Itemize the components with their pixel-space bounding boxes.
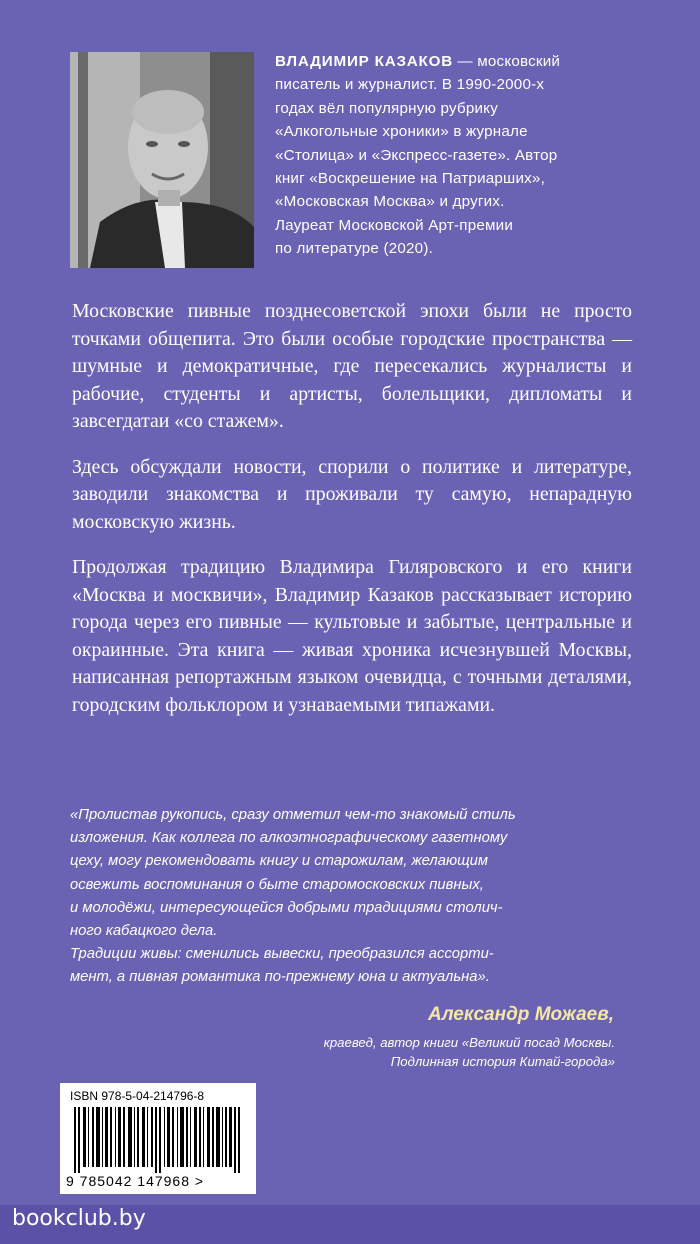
author-portrait-illustration: [70, 52, 254, 268]
isbn-number: ISBN 978-5-04-214796-8: [70, 1089, 205, 1103]
bio-line: «Алкогольные хроники» в журнале: [275, 123, 528, 141]
description-paragraph-2: Здесь обсуждали новости, спорили о политике и литературе, заводили знакомства и проживали ту самую, непарадную московскую жизнь.: [72, 455, 632, 533]
quote-line: Традиции живы: сменились вывески, преобразился ассорти-: [70, 946, 494, 963]
description-paragraph-1: Московские пивные позднесоветской эпохи были не просто точками общепита. Это были особые городские пространства — шумные и демократичные, где пересекались журналисты и рабочие, студенты и артисты, болельщики, дипломаты и завсегдатаи «со стажем».: [72, 300, 632, 432]
isbn-barcode: [60, 1083, 256, 1194]
watermark: bookclub.by: [12, 1206, 146, 1231]
quote-line: освежить воспоминания о быте старомосковских пивных,: [70, 876, 484, 893]
barcode-digits: 9 785042 147968 >: [66, 1173, 205, 1189]
author-photo: [70, 52, 254, 268]
bio-line: книг «Воскрешение на Патриарших»,: [275, 170, 545, 188]
author-bio: [275, 50, 625, 261]
quote-line: цеху, могу рекомендовать книгу и старожилам, желающим: [70, 853, 489, 870]
quote-author-caption: [195, 1033, 615, 1071]
book-description: [72, 298, 632, 737]
quote-line: изложения. Как коллега по алкоэтнографическому газетному: [70, 830, 508, 847]
bio-line: по литературе (2020).: [275, 240, 434, 258]
bio-line: Лауреат Московской Арт-премии: [275, 216, 514, 234]
quote-line: мент, а пивная романтика по-прежнему юна и актуальна».: [70, 969, 490, 986]
author-name: ВЛАДИМИР КАЗАКОВ: [275, 53, 454, 70]
quote-line: ного кабацкого дела.: [70, 923, 218, 940]
bio-line: — московский: [453, 53, 561, 70]
quote-line: и молодёжи, интересующейся добрыми традициями столич-: [70, 899, 503, 916]
bio-line: писатель и журналист. В 1990-2000-х: [275, 76, 545, 94]
barcode-bars: [74, 1107, 242, 1173]
quote-line: «Пролистав рукопись, сразу отметил чем-то знакомый стиль: [70, 807, 516, 823]
review-quote: [70, 804, 635, 990]
bio-line: годах вёл популярную рубрику: [275, 99, 498, 117]
quote-author: Александр Можаев,: [427, 1004, 614, 1025]
bio-line: «Столица» и «Экспресс-газете». Автор: [275, 146, 558, 164]
bio-line: «Московская Москва» и других.: [275, 193, 505, 211]
description-paragraph-3: Продолжая традицию Владимира Гиляровского и его книги «Москва и москвичи», Владимир Казаков рассказывает историю города через его пивные — культовые и забытые, центральные и окраинные. Эта книга — живая хроника исчезнувшей Москвы, написанная репортажным языком очевидца, с точными деталями, городским фольклором и узнаваемыми типажами.: [72, 556, 632, 716]
caption-line-2: Подлинная история Китай-города»: [390, 1054, 615, 1069]
caption-line-1: краевед, автор книги «Великий посад Москвы.: [323, 1035, 615, 1050]
